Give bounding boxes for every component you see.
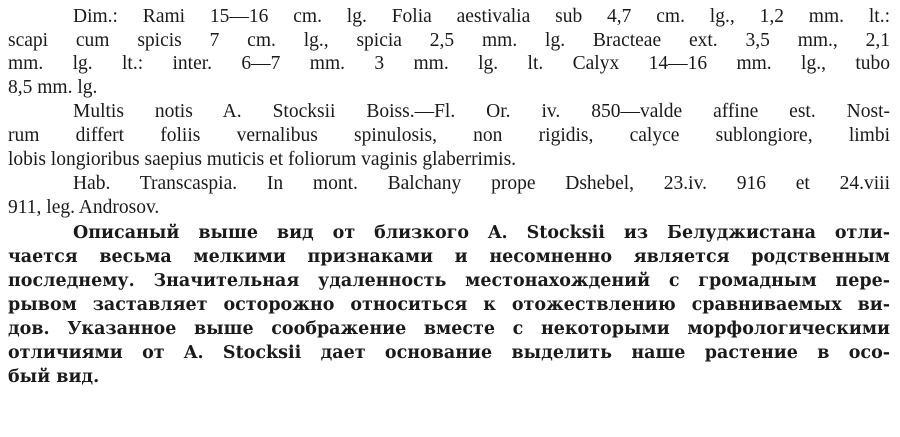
text-line: Multis notis A. Stocksii Boiss.—Fl. Or. iv. 850—valde affine est. Nost- — [73, 101, 890, 122]
text-line: последнему. Значительная удаленность местонахождений с громадным пере- — [8, 271, 890, 291]
text-line: 911, leg. Androsov. — [8, 197, 160, 218]
text-line: рывом заставляет осторожно относиться к отожествлению сравниваемых ви- — [8, 295, 890, 315]
text-line: Hab. Transcaspia. In mont. Balchany prope Dshebel, 23.iv. 916 et 24.viii — [73, 173, 890, 194]
text-line: отличиями от A. Stocksii дает основание выделить наше растение в осо- — [8, 343, 890, 363]
text-line: scapi cum spicis 7 cm. lg., spicia 2,5 mm. lg. Bracteae ext. 3,5 mm., 2,1 — [8, 30, 890, 51]
text-line: mm. lg. lt.: inter. 6—7 mm. 3 mm. lg. lt. Calyx 14—16 mm. lg., tubo — [8, 53, 890, 74]
text-line: rum differt foliis vernalibus spinulosis, non rigidis, calyce sublongiore, limbi — [8, 125, 890, 146]
text-line: бый вид. — [8, 367, 100, 387]
text-line: 8,5 mm. lg. — [8, 77, 98, 98]
text-line: Dim.: Rami 15—16 cm. lg. Folia aestivalia sub 4,7 cm. lg., 1,2 mm. lt.: — [73, 6, 890, 27]
text-line: дов. Указанное выше соображение вместе с некоторыми морфологическими — [8, 319, 890, 339]
text-line: Описаный выше вид от близкого A. Stocksii из Белуджистана отли- — [73, 223, 890, 243]
text-line: чается весьма мелкими признаками и несомненно является родственным — [8, 247, 890, 267]
text-line: lobis longioribus saepius muticis et foliorum vaginis glaberrimis. — [8, 149, 517, 170]
